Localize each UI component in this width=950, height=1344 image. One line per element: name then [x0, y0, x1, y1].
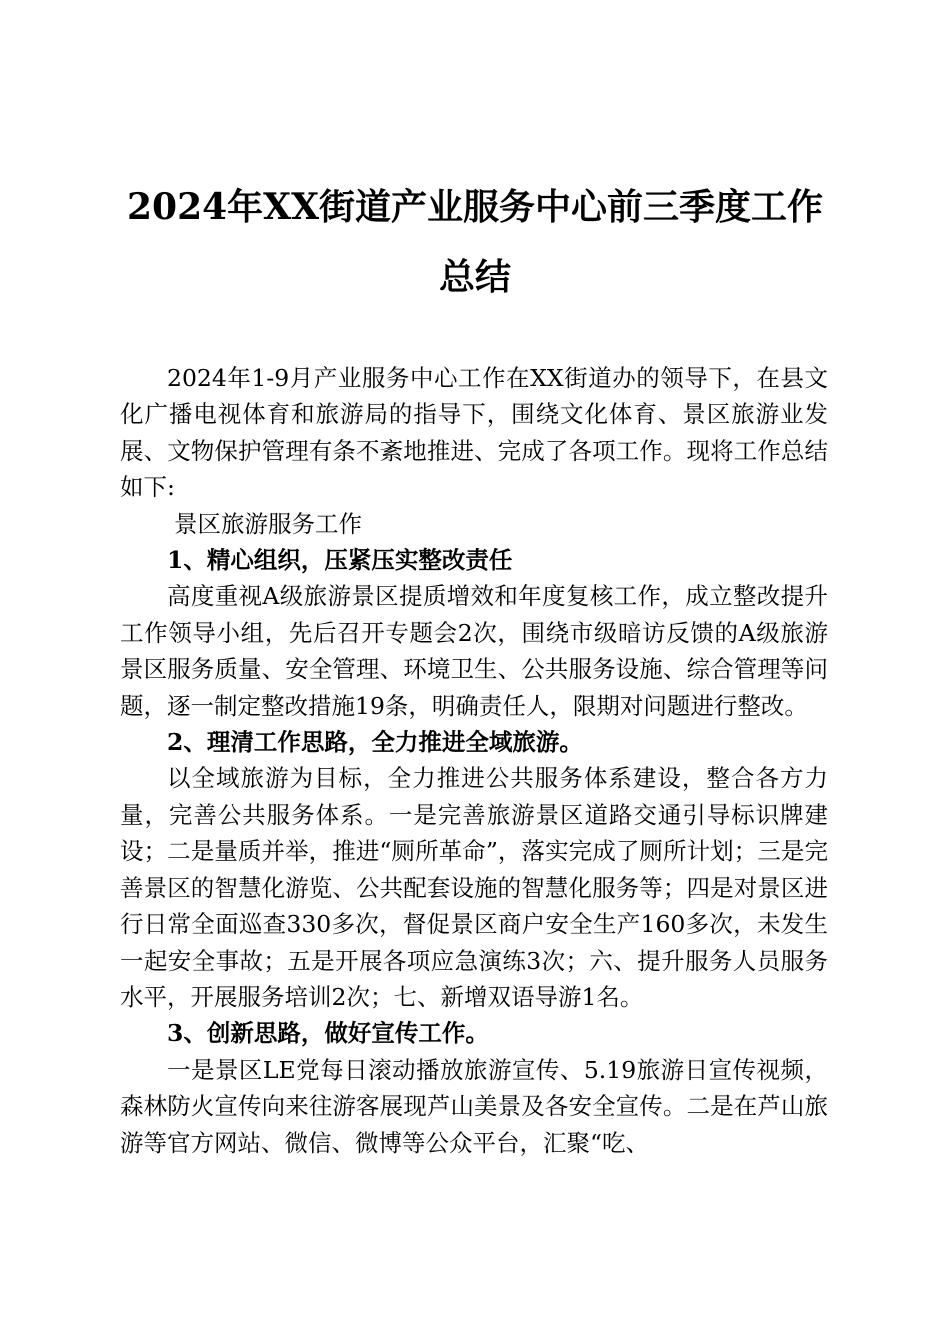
subheading-publicity: 3、创新思路，做好宣传工作。 — [167, 1019, 489, 1048]
paragraph-rectification: 高度重视A级旅游景区提质增效和年度复核工作，成立整改提升工作领导小组，先后召开专题会2次，围绕市级暗访反馈的A级旅游景区服务质量、安全管理、环境卫生、公共服务设施、综合管理等问题，逐一制定整改措施19条，明确责任人，限期对问题进行整改。 — [120, 582, 828, 720]
subheading-global-tourism: 2、理清工作思路，全力推进全域旅游。 — [167, 728, 583, 757]
subheading-organization: 1、精心组织，压紧压实整改责任 — [167, 546, 513, 575]
document-body — [120, 360, 828, 1161]
section-heading-scenic-services: 景区旅游服务工作 — [174, 509, 363, 538]
document-title: 2024年XX街道产业服务中心前三季度工作总结 — [126, 186, 824, 298]
intro-paragraph: 2024年1-9月产业服务中心工作在XX街道办的领导下，在县文化广播电视体育和旅游局的指导下，围绕文化体育、景区旅游业发展、文物保护管理有条不紊地推进、完成了各项工作。现将工作总结如下: — [120, 364, 828, 502]
paragraph-publicity: 一是景区LE党每日滚动播放旅游宣传、5.19旅游日宣传视频，森林防火宣传向来往游客展现芦山美景及各安全宣传。二是在芦山旅游等官方网站、微信、微博等公众平台，汇聚“吃、 — [120, 1055, 828, 1157]
paragraph-global-tourism: 以全域旅游为目标，全力推进公共服务体系建设，整合各方力量，完善公共服务体系。一是完善旅游景区道路交通引导标识牌建设；二是量质并举，推进“厕所革命”，落实完成了厕所计划；三是完善景区的智慧化游览、公共配套设施的智慧化服务等；四是对景区进行日常全面巡查330多次，督促景区商户安全生产160多次，未发生一起安全事故；五是开展各项应急演练3次；六、提升服务人员服务水平，开展服务培训2次；七、新增双语导游1名。 — [120, 764, 828, 1011]
